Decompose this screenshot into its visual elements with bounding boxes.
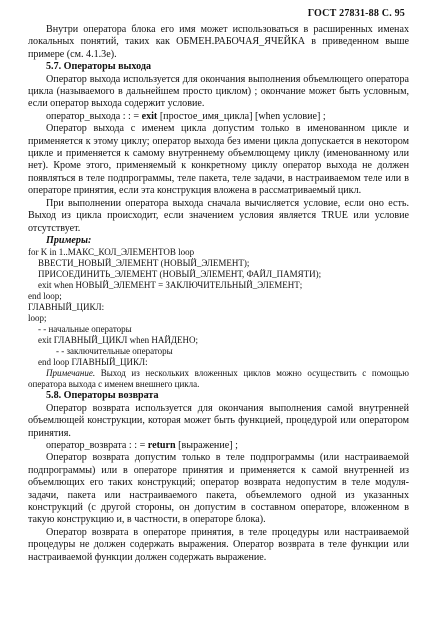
code-line: ВВЕСТИ_НОВЫЙ_ЭЛЕМЕНТ (НОВЫЙ_ЭЛЕМЕНТ); <box>38 258 250 269</box>
exit-syntax-rhs: [простое_имя_цикла] [when условие] ; <box>157 110 326 122</box>
examples-label: Примеры: <box>46 234 92 246</box>
code-line: - - начальные операторы <box>38 324 132 335</box>
section-5-7-paragraph-3: При выполнении оператора выхода сначала вычисляется условие, если оно есть. Выход из цикла происходит, если значением условия является TRUE или условие отсутствует. <box>28 197 409 234</box>
code-line: end loop; <box>28 291 62 302</box>
code-line: for K in 1..МАКС_КОЛ_ЭЛЕМЕНТОВ loop <box>28 247 195 258</box>
note-paragraph <box>28 368 409 390</box>
return-keyword: return <box>147 439 176 451</box>
code-example <box>28 247 409 368</box>
section-5-8-paragraph-3: Оператор возврата в операторе принятия, в теле процедуры или настраиваемой процедуры не должен содержать выражения. Оператор возврата в теле функции или настраиваемой функции должен содержать выражение. <box>28 526 409 563</box>
intro-paragraph: Внутри оператора блока его имя может использоваться в расширенных именах локальных понятий, таких как ОБМЕН.РАБОЧАЯ_ЯЧЕЙКА в приведенном выше примере (см. 4.1.3е). <box>28 24 409 60</box>
exit-syntax-rule <box>28 111 409 123</box>
exit-keyword: exit <box>141 110 158 122</box>
return-syntax-lhs: оператор_возврата : : = <box>46 439 148 451</box>
exit-syntax-lhs: оператор_выхода : : = <box>46 110 142 122</box>
section-5-8-paragraph-2: Оператор возврата допустим только в теле подпрограммы (или настраиваемой подпрограммы) или в операторе принятия и применяется к самой внутренней из объемлющих его таких конструкций; оператор возврата недопустим в теле модуля-задачи, пакета или настраиваемого пакета, объемлемого одной из указанных конструкций (с другой стороны, он допустим в составном операторе, вложенном в такую конструкцию и, в частности, в операторе блока). <box>28 452 409 526</box>
section-5-8-paragraph-1: Оператор возврата используется для окончания выполнения самой внутренней объемлющей конструкции, которая может быть функцией, процедурой или оператором принятия. <box>28 402 409 439</box>
return-syntax-rule <box>28 440 409 452</box>
code-line: - - заключительные операторы <box>56 346 173 357</box>
section-5-7-heading: 5.7. Операторы выхода <box>46 61 152 73</box>
code-line: exit ГЛАВНЫЙ_ЦИКЛ when НАЙДЕНО; <box>38 335 198 346</box>
note-text: Выход из нескольких вложенных циклов можно осуществить с помощью оператора выхода с именем внешнего цикла. <box>28 368 409 390</box>
section-5-7-paragraph-2: Оператор выхода с именем цикла допустим только в именованном цикле и применяется к этому циклу; оператор выхода без имени цикла допускается в некотором цикле и применяется к самому внутреннему объемлющему циклу (именованному или нет). Кроме этого, применяемый к конкретному циклу оператор выхода не должен появляться в теле подпрограммы, теле пакета, теле задачи, в настраиваемом теле или в операторе принятия, если эта конструкция вложена в рассматриваемый цикл. <box>28 123 409 197</box>
code-line: exit when НОВЫЙ_ЭЛЕМЕНТ = ЗАКЛЮЧИТЕЛЬНЫЙ_ЭЛЕМЕНТ; <box>38 280 303 291</box>
page-content <box>28 24 409 564</box>
note-label: Примечание. <box>46 368 96 379</box>
page-header: ГОСТ 27831-88 С. 95 <box>307 8 405 19</box>
return-syntax-rhs: [выражение] ; <box>175 439 238 451</box>
section-5-8-heading: 5.8. Операторы возврата <box>46 390 159 402</box>
code-line: ГЛАВНЫЙ_ЦИКЛ: <box>28 302 105 313</box>
code-line: end loop ГЛАВНЫЙ_ЦИКЛ: <box>38 357 148 368</box>
code-line: ПРИСОЕДИНИТЬ_ЭЛЕМЕНТ (НОВЫЙ_ЭЛЕМЕНТ, ФАЙЛ_ПАМЯТИ); <box>38 269 322 280</box>
code-line: loop; <box>28 313 47 324</box>
section-5-7-paragraph-1: Оператор выхода используется для окончания выполнения объемлющего оператора цикла (называемого в дальнейшем просто циклом) ; окончание может быть условным, если оператор выхода содержит условие. <box>28 73 409 110</box>
